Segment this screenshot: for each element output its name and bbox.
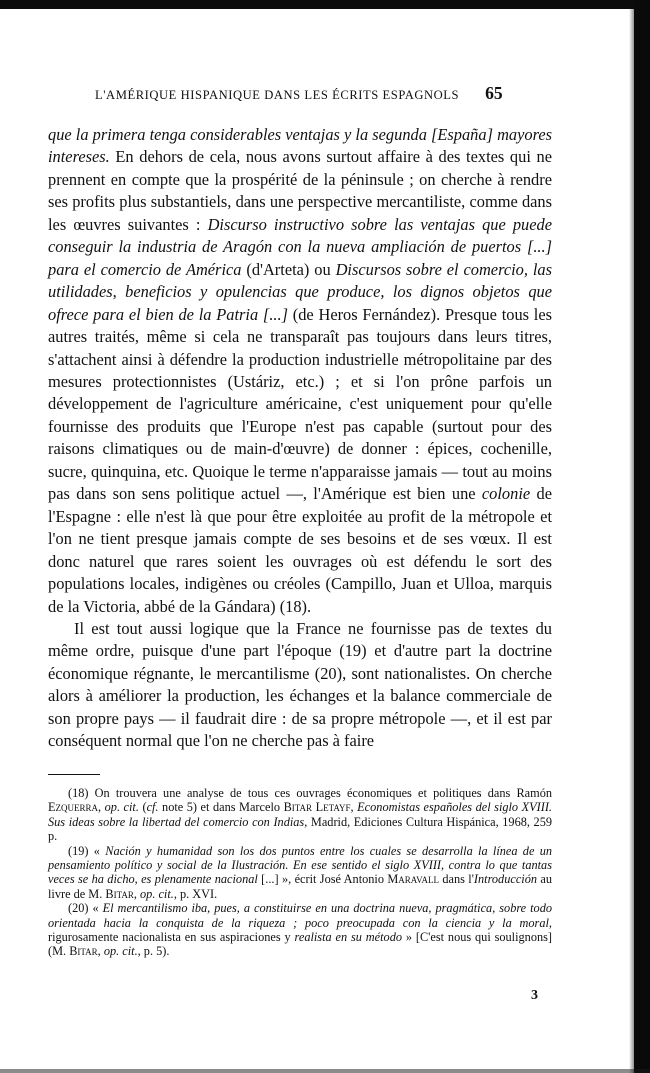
footnote-18-run-5: , [350, 800, 358, 815]
footnote-19-introduccion: Introducción [473, 872, 537, 887]
footnote-19-author-bitar: Bitar [105, 886, 134, 901]
footnote-19-opcit: op. cit. [140, 886, 174, 901]
running-head-title: L'AMÉRIQUE HISPANIQUE DANS LES ÉCRITS ESPAGNOLS [95, 88, 460, 102]
footnote-18-cf: cf. [146, 800, 159, 815]
footnote-20 [48, 901, 552, 959]
footnote-19-quotation: Nación y humanidad son los dos puntos entre los cuales se desarrolla la línea de un pensamiento político y social de la Ilustración. En ese sentido el siglo XVIII, contra lo que tantas veces se ha dicho, es plenamente nacional [48, 843, 552, 887]
footnote-20-run-3: » [C'est nous qui soulignons] (M. [48, 930, 552, 959]
footnote-18-run-3: ( [138, 800, 147, 815]
paragraph-1-run-2: (d'Arteta) ou [241, 259, 336, 279]
footnote-20-run-1: « [88, 901, 103, 916]
footnote-18-run-1: On trouvera une analyse de tous ces ouvrages économiques et politiques dans Ramón [88, 786, 552, 800]
footnote-19-marker: (19) [68, 843, 89, 858]
footnote-20-author-bitar: Bitar [69, 944, 98, 959]
scan-edge-bottom [0, 1069, 650, 1073]
footnote-18-run-4: note 5) et dans Marcelo [158, 800, 284, 815]
footnotes-block [48, 786, 552, 959]
page-number: 65 [485, 83, 503, 103]
paragraph-1-run-3: (de Heros Fernández). Presque tous les autres traités, même si cela ne transparaît pas toujours dans leurs titres, s'attachent ainsi à défendre la production industrielle métropolitaine par des mesures protectionnistes (Ustáriz, etc.) ; et si l'on prône parfois un développement de l'agriculture américaine, c'est uniquement pour qu'elle fournisse des produits que l'Europe n'est pas capable (surtout pour des raisons climatiques ou de main-d'œuvre) de donner : épices, cochenille, sucre, quinquina, etc. Quoique le terme n'apparaisse jamais — tout au moins pas dans son sens politique actuel —, l'Amérique est bien une [48, 304, 553, 504]
signature-mark: 3 [531, 988, 538, 1003]
paragraph-1-run-1: En dehors de cela, nous avons surtout affaire à des textes qui ne prennent en compte que la prospérité de la péninsule ; on cherche à rendre ses profits plus substantiels, dans une perspective mercantiliste, comme dans les œuvres suivantes : [48, 147, 552, 234]
footnote-19 [48, 844, 552, 902]
footnote-19-run-2: [...] », écrit José Antonio [257, 872, 388, 887]
footnote-19-run-4: au livre de M. [48, 872, 552, 901]
footnote-19-run-1: « [88, 843, 106, 858]
quote-spanish-opening: que la primera tenga considerables ventajas y la segunda [España] mayores intereses. [48, 125, 552, 167]
footnote-19-run-6: , p. XVI. [173, 886, 218, 901]
running-head [48, 83, 552, 104]
footnote-19-run-5: , [133, 886, 141, 901]
footnote-18-opcit-1: op. cit. [104, 800, 139, 815]
footnote-20-quotation-part-1: El mercantilismo iba, pues, a constituirse en una doctrina nueva, pragmática, sobre todo orientada hacia la conquista de la riqueza ; poco preocupada con la ciencia y la moral [48, 901, 552, 930]
footnote-20-run-2: , rigurosamente nacionalista en sus aspiraciones y [48, 915, 552, 945]
emphasis-colonie: colonie [481, 484, 531, 504]
work-title-discurso-instructivo: Discurso instructivo sobre las ventajas que puede conseguir la industria de Aragón con la nueva ampliación de puertos [...] para el comercio de América [48, 214, 552, 279]
footnote-20-opcit: op. cit. [103, 944, 138, 959]
footnote-20-marker: (20) [68, 901, 89, 916]
work-title-discursos-sobre-el-comercio: Discursos sobre el comercio, las utilidades, beneficios y opulencias que produce, los dignos objetos que ofrece para el bien de la Patria [...] [48, 259, 552, 324]
footnote-18-marker: (18) [68, 786, 89, 800]
body-text [48, 124, 552, 753]
paragraph-1-run-4: de l'Espagne : elle n'est là que pour être exploitée au profit de la métropole et l'on ne tient presque jamais compte de ses besoins et de ses vœux. Il est donc naturel que rares soient les ouvrages où est défendu le sort des populations locales, indigènes ou créoles (Campillo, Juan et Ulloa, marquis de la Victoria, abbé de la Gándara) (18). [48, 484, 552, 616]
scan-edge-right-gradient [629, 9, 634, 1073]
footnote-18-run-2: , [98, 800, 105, 815]
paragraph-1 [48, 124, 552, 618]
footnote-20-run-4: , [97, 944, 104, 959]
footnote-19-author-maravall: Maravall [387, 872, 439, 887]
footnote-18-author-bitar-letayf: Bitar Letayf [283, 800, 351, 815]
footnote-18 [48, 786, 552, 844]
footnote-separator-rule [48, 774, 100, 775]
scan-edge-top [0, 0, 650, 9]
footnote-18-author-ezquerra: Ezquerra [48, 800, 99, 815]
footnote-18-book-title: Economistas españoles del siglo XVIII. Sus ideas sobre la libertad del comercio con Indias [48, 800, 552, 829]
scan-edge-right [634, 0, 650, 1073]
paragraph-2: Il est tout aussi logique que la France ne fournisse pas de textes du même ordre, puisque d'une part l'époque (19) et d'autre part la doctrine économique régnante, le mercantilisme (20), sont nationalistes. On cherche alors à améliorer la production, les échanges et la balance commerciale de son propre pays — il faudrait dire : de sa propre métropole —, et il est par conséquent normal que l'on ne cherche pas à faire [48, 618, 552, 751]
footnote-18-run-6: , Madrid, Ediciones Cultura Hispánica, 1968, 259 p. [48, 814, 553, 844]
footnote-20-quotation-part-2: realista en su método [294, 930, 402, 945]
footnote-20-run-5: , p. 5). [137, 944, 170, 959]
footnote-19-run-3: dans l' [438, 872, 474, 887]
